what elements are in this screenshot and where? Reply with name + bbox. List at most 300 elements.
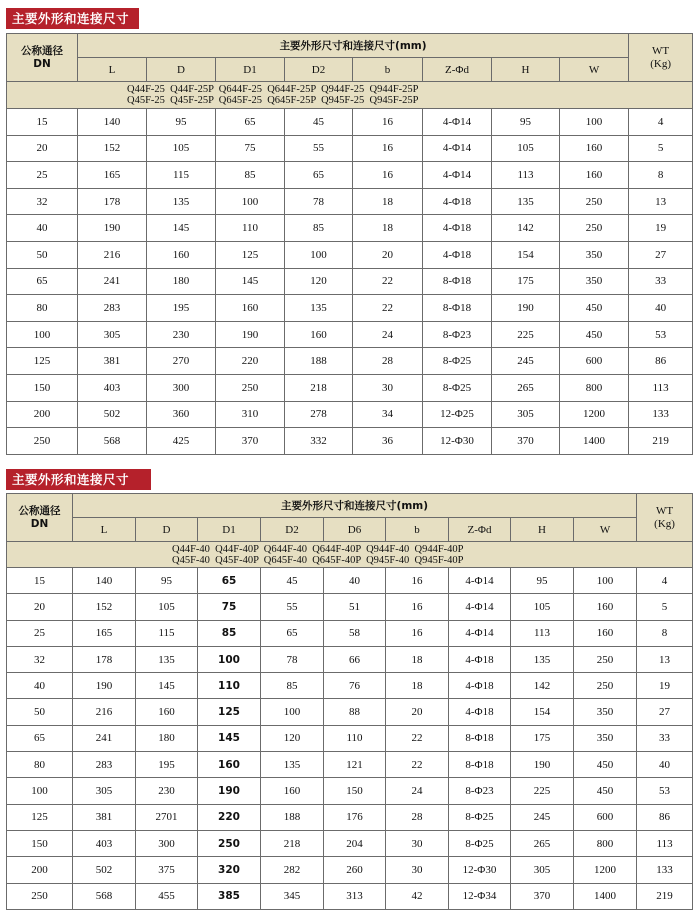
table-cell: 125 [216,241,285,268]
table-cell: 178 [78,188,147,215]
table-cell: 450 [560,295,629,322]
table-cell: 216 [78,241,147,268]
table-cell: 16 [353,109,423,136]
table-row [7,348,693,375]
table-cell: 305 [78,321,147,348]
table-cell: 300 [136,830,198,856]
dn-cell: 65 [7,268,78,295]
column-header: D [147,58,216,82]
table-cell: 502 [73,857,136,883]
dn-cell: 125 [7,348,78,375]
table-cell: 4-Φ18 [449,699,511,725]
table-cell: 105 [147,135,216,162]
table-cell: 350 [560,268,629,295]
dn-cell: 200 [7,401,78,428]
table-cell: 27 [629,241,693,268]
table-cell: 133 [629,401,693,428]
table-cell: 55 [261,594,324,620]
table-cell: 190 [492,295,560,322]
table-cell: 100 [574,568,637,594]
table-cell: 4 [637,568,693,594]
column-header: b [353,58,423,82]
table-cell: 381 [73,804,136,830]
weight-header: WT (Kg) [629,34,693,82]
table-cell: 425 [147,428,216,455]
table-cell: 160 [147,241,216,268]
table-cell: 218 [285,374,353,401]
table-cell: 145 [216,268,285,295]
table-cell: 95 [147,109,216,136]
table-cell: 219 [637,883,693,909]
dn-cell: 150 [7,374,78,401]
section2-title: 主要外形和连接尺寸 [6,469,151,490]
weight-header: WT (Kg) [637,494,693,542]
table-cell: 265 [492,374,560,401]
table-cell: 350 [574,725,637,751]
table-cell: 140 [73,568,136,594]
table-row [7,883,693,909]
column-header: W [574,518,637,542]
table-cell: 455 [136,883,198,909]
table-cell: 145 [147,215,216,242]
table-row [7,215,693,242]
table-cell: 33 [629,268,693,295]
dn-cell: 40 [7,673,73,699]
table-cell: 45 [285,109,353,136]
table-row [7,620,693,646]
table-cell: 305 [511,857,574,883]
table-cell: 260 [324,857,386,883]
table-cell: 4-Φ14 [423,162,492,189]
table-cell: 85 [216,162,285,189]
table-cell: 4-Φ18 [449,646,511,672]
table-cell: 145 [198,725,261,751]
table-cell: 113 [637,830,693,856]
table-row [7,568,693,594]
table-cell: 140 [78,109,147,136]
table-cell: 8-Φ18 [423,268,492,295]
table-row [7,594,693,620]
table-cell: 88 [324,699,386,725]
table-row [7,401,693,428]
dimension-table-pn25 [6,33,693,455]
table-row [7,857,693,883]
dn-cell: 32 [7,646,73,672]
dn-cell: 50 [7,241,78,268]
table-cell: 13 [629,188,693,215]
table-cell: 250 [560,215,629,242]
table-cell: 4-Φ18 [423,215,492,242]
dn-cell: 15 [7,109,78,136]
table-cell: 190 [73,673,136,699]
column-header: D1 [198,518,261,542]
table-cell: 22 [386,725,449,751]
table-cell: 403 [78,374,147,401]
table-row [7,295,693,322]
table-cell: 115 [136,620,198,646]
dn-header: 公称通径 DN [7,34,78,82]
table-cell: 568 [78,428,147,455]
table-cell: 250 [216,374,285,401]
table-cell: 113 [492,162,560,189]
table-cell: 165 [78,162,147,189]
table-cell: 1400 [574,883,637,909]
table-cell: 360 [147,401,216,428]
model-numbers: Q44F-40 Q44F-40P Q644F-40 Q644F-40P Q944F-40 Q944F-40P Q45F-40 Q45F-40P Q645F-40 Q645F-40P Q945F-40 Q945F-40P [7,542,693,568]
table-cell: 135 [511,646,574,672]
table-cell: 24 [353,321,423,348]
table-cell: 305 [73,778,136,804]
table-cell: 188 [261,804,324,830]
table-cell: 165 [73,620,136,646]
table-cell: 34 [353,401,423,428]
table-cell: 245 [511,804,574,830]
table-cell: 40 [637,752,693,778]
table-row [7,830,693,856]
table-cell: 241 [78,268,147,295]
table-cell: 12-Φ34 [449,883,511,909]
table-cell: 4-Φ14 [449,620,511,646]
dimension-table-pn40 [6,493,693,910]
dn-cell: 25 [7,620,73,646]
table-cell: 33 [637,725,693,751]
table-cell: 53 [629,321,693,348]
table-cell: 1400 [560,428,629,455]
table-cell: 12-Φ25 [423,401,492,428]
dn-cell: 100 [7,778,73,804]
table-cell: 20 [386,699,449,725]
table-cell: 19 [629,215,693,242]
table-cell: 152 [73,594,136,620]
table-cell: 145 [136,673,198,699]
table-cell: 350 [560,241,629,268]
table-cell: 8-Φ25 [449,830,511,856]
table-cell: 16 [353,162,423,189]
table-cell: 65 [216,109,285,136]
table-cell: 19 [637,673,693,699]
dn-cell: 80 [7,752,73,778]
dn-cell: 25 [7,162,78,189]
table-cell: 332 [285,428,353,455]
column-header: H [511,518,574,542]
column-header: L [73,518,136,542]
table-cell: 450 [560,321,629,348]
table-cell: 51 [324,594,386,620]
table-cell: 180 [136,725,198,751]
table-cell: 100 [560,109,629,136]
table-cell: 65 [261,620,324,646]
column-header: Z-Φd [449,518,511,542]
table-cell: 375 [136,857,198,883]
table-row [7,428,693,455]
table-row [7,188,693,215]
table-cell: 27 [637,699,693,725]
column-header: H [492,58,560,82]
table-cell: 75 [216,135,285,162]
table-cell: 350 [574,699,637,725]
table-cell: 160 [560,162,629,189]
table-cell: 250 [560,188,629,215]
dn-cell: 250 [7,428,78,455]
table-cell: 1200 [560,401,629,428]
table-cell: 18 [386,646,449,672]
table-cell: 4-Φ14 [449,594,511,620]
table-cell: 66 [324,646,386,672]
table-cell: 28 [386,804,449,830]
dn-cell: 65 [7,725,73,751]
dn-cell: 200 [7,857,73,883]
table-cell: 8-Φ18 [449,725,511,751]
table-cell: 190 [511,752,574,778]
table-cell: 24 [386,778,449,804]
table-cell: 8-Φ25 [423,374,492,401]
table-cell: 370 [216,428,285,455]
table-cell: 310 [216,401,285,428]
table-cell: 313 [324,883,386,909]
table-cell: 8-Φ18 [423,295,492,322]
table-cell: 283 [78,295,147,322]
column-header: D1 [216,58,285,82]
table-cell: 219 [629,428,693,455]
table-row [7,374,693,401]
table-cell: 502 [78,401,147,428]
dn-cell: 20 [7,594,73,620]
table-cell: 250 [574,673,637,699]
dn-cell: 32 [7,188,78,215]
dimensions-header: 主要外形尺寸和连接尺寸(mm) [73,494,637,518]
table-cell: 120 [261,725,324,751]
table-cell: 160 [261,778,324,804]
table-cell: 4-Φ14 [423,109,492,136]
dn-cell: 40 [7,215,78,242]
table-cell: 5 [637,594,693,620]
table-cell: 800 [574,830,637,856]
table-cell: 40 [324,568,386,594]
model-numbers: Q44F-25 Q44F-25P Q644F-25 Q644F-25P Q944F-25 Q944F-25P Q45F-25 Q45F-25P Q645F-25 Q645F-25P Q945F-25 Q945F-25P [7,82,693,109]
table-cell: 160 [574,620,637,646]
table-cell: 190 [216,321,285,348]
table-row [7,135,693,162]
table-cell: 283 [73,752,136,778]
section1-title: 主要外形和连接尺寸 [6,8,139,29]
table-cell: 105 [511,594,574,620]
table-cell: 265 [511,830,574,856]
table-cell: 5 [629,135,693,162]
table-cell: 195 [147,295,216,322]
table-cell: 22 [386,752,449,778]
table-cell: 75 [198,594,261,620]
table-cell: 78 [261,646,324,672]
table-cell: 216 [73,699,136,725]
table-cell: 120 [285,268,353,295]
table-cell: 180 [147,268,216,295]
table-cell: 58 [324,620,386,646]
table-cell: 230 [147,321,216,348]
table-cell: 150 [324,778,386,804]
table-row [7,646,693,672]
table-cell: 4-Φ14 [423,135,492,162]
table-cell: 113 [511,620,574,646]
table-cell: 135 [136,646,198,672]
table-cell: 160 [285,321,353,348]
table-cell: 4-Φ14 [449,568,511,594]
table-cell: 78 [285,188,353,215]
table-cell: 8 [629,162,693,189]
table-cell: 600 [574,804,637,830]
table-cell: 160 [216,295,285,322]
table-cell: 135 [492,188,560,215]
table-row [7,699,693,725]
table-cell: 110 [324,725,386,751]
table-cell: 110 [216,215,285,242]
table-cell: 230 [136,778,198,804]
table-cell: 95 [136,568,198,594]
table-row [7,162,693,189]
table-cell: 245 [492,348,560,375]
table-cell: 176 [324,804,386,830]
table-cell: 142 [492,215,560,242]
dn-cell: 125 [7,804,73,830]
table-cell: 282 [261,857,324,883]
table-cell: 115 [147,162,216,189]
table-row [7,109,693,136]
table-cell: 218 [261,830,324,856]
table-cell: 125 [198,699,261,725]
table-cell: 4 [629,109,693,136]
table-row [7,673,693,699]
table-cell: 225 [492,321,560,348]
table-cell: 12-Φ30 [423,428,492,455]
table-cell: 16 [386,620,449,646]
table-cell: 450 [574,778,637,804]
table-cell: 12-Φ30 [449,857,511,883]
table-cell: 142 [511,673,574,699]
table-cell: 204 [324,830,386,856]
table-cell: 86 [629,348,693,375]
table-row [7,752,693,778]
table-cell: 160 [198,752,261,778]
table-cell: 220 [198,804,261,830]
table-cell: 55 [285,135,353,162]
dn-cell: 250 [7,883,73,909]
column-header: D6 [324,518,386,542]
table-cell: 22 [353,295,423,322]
table-cell: 18 [353,188,423,215]
table-cell: 4-Φ18 [423,188,492,215]
column-header: D [136,518,198,542]
table-cell: 195 [136,752,198,778]
table-cell: 135 [285,295,353,322]
table-cell: 18 [386,673,449,699]
table-cell: 154 [511,699,574,725]
table-cell: 105 [136,594,198,620]
table-cell: 152 [78,135,147,162]
table-cell: 4-Φ18 [423,241,492,268]
table-cell: 65 [198,568,261,594]
dn-cell: 100 [7,321,78,348]
dn-cell: 50 [7,699,73,725]
table-cell: 2701 [136,804,198,830]
table-cell: 45 [261,568,324,594]
table-cell: 16 [386,568,449,594]
table-cell: 190 [198,778,261,804]
table-cell: 95 [492,109,560,136]
dn-header: 公称通径 DN [7,494,73,542]
table-cell: 278 [285,401,353,428]
table-cell: 250 [574,646,637,672]
table-cell: 85 [285,215,353,242]
table-row [7,321,693,348]
table-cell: 20 [353,241,423,268]
table-cell: 220 [216,348,285,375]
table-cell: 175 [492,268,560,295]
table-cell: 85 [261,673,324,699]
table-cell: 370 [511,883,574,909]
table-cell: 30 [353,374,423,401]
table-cell: 100 [261,699,324,725]
table-cell: 105 [492,135,560,162]
table-cell: 160 [136,699,198,725]
table-cell: 65 [285,162,353,189]
table-cell: 18 [353,215,423,242]
table-cell: 113 [629,374,693,401]
table-cell: 121 [324,752,386,778]
table-cell: 190 [78,215,147,242]
table-cell: 133 [637,857,693,883]
table-cell: 86 [637,804,693,830]
table-cell: 250 [198,830,261,856]
column-header: W [560,58,629,82]
table-cell: 160 [574,594,637,620]
table-cell: 13 [637,646,693,672]
column-header: Z-Φd [423,58,492,82]
table-cell: 320 [198,857,261,883]
table-cell: 85 [198,620,261,646]
table-cell: 40 [629,295,693,322]
table-row [7,778,693,804]
table-cell: 30 [386,830,449,856]
table-cell: 42 [386,883,449,909]
table-row [7,804,693,830]
table-cell: 8-Φ25 [449,804,511,830]
table-cell: 36 [353,428,423,455]
table-cell: 135 [261,752,324,778]
table-cell: 100 [285,241,353,268]
table-cell: 800 [560,374,629,401]
table-cell: 4-Φ18 [449,673,511,699]
table-cell: 600 [560,348,629,375]
table-row [7,241,693,268]
table-cell: 300 [147,374,216,401]
dn-cell: 15 [7,568,73,594]
dimensions-header: 主要外形尺寸和连接尺寸(mm) [78,34,629,58]
table-cell: 568 [73,883,136,909]
table-cell: 178 [73,646,136,672]
column-header: D2 [285,58,353,82]
table-cell: 95 [511,568,574,594]
table-cell: 450 [574,752,637,778]
table-cell: 8 [637,620,693,646]
table-cell: 8-Φ18 [449,752,511,778]
table-cell: 100 [198,646,261,672]
table-cell: 154 [492,241,560,268]
table-row [7,725,693,751]
table-cell: 53 [637,778,693,804]
column-header: b [386,518,449,542]
table-cell: 188 [285,348,353,375]
table-cell: 8-Φ23 [423,321,492,348]
column-header: L [78,58,147,82]
